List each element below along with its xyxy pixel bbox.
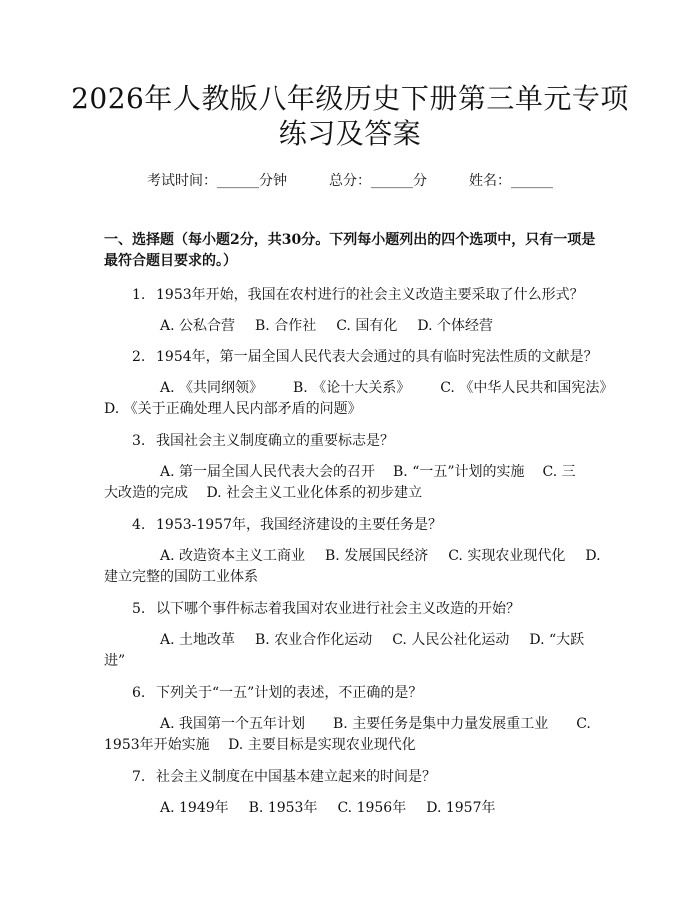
question-6: [132, 682, 422, 702]
question-text: 1953-1957年，我国经济建设的主要任务是？: [156, 517, 442, 533]
option-c: C. 三: [542, 464, 576, 480]
option-d: D.: [585, 548, 601, 564]
option-c: C. 实现农业现代化: [448, 548, 566, 564]
option-c: C. 《中华人民共和国宪法》: [440, 380, 614, 396]
option-a: A. 第一届全国人民代表大会的召开: [160, 464, 376, 480]
option-b: B. “一五”计划的实施: [393, 464, 525, 480]
option-b: B. 发展国民经济: [325, 548, 429, 564]
question-number: 5.: [132, 601, 146, 617]
question-5-options: [160, 629, 584, 649]
question-7: [132, 766, 436, 786]
question-6-options: [160, 713, 591, 733]
section-heading: 一、选择题（每小题2分，共30分。下列每小题列出的四个选项中，只有一项是最符合题目要求的。）: [104, 232, 596, 269]
option-d: D. 个体经营: [417, 318, 493, 334]
option-a: A. 1949年: [160, 800, 229, 816]
question-1-options: [160, 315, 493, 335]
question-4: [132, 514, 442, 534]
question-3-options: [160, 461, 576, 481]
question-number: 1.: [132, 287, 146, 303]
option-b: B. 合作社: [255, 318, 317, 334]
exam-time-label: 考试时间：______分钟: [147, 173, 287, 189]
question-text: 以下哪个事件标志着我国对农业进行社会主义改造的开始？: [156, 601, 520, 617]
exam-info: [0, 170, 700, 190]
question-number: 4.: [132, 517, 146, 533]
question-7-options: [160, 797, 495, 817]
option-c: C. 1956年: [337, 800, 407, 816]
exam-name-label: 姓名：______: [469, 173, 553, 189]
option-a: A. 《共同纲领》: [160, 380, 264, 396]
question-2-options: [160, 377, 613, 397]
option-a: A. 土地改革: [160, 632, 236, 648]
option-b: B. 主要任务是集中力量发展重工业: [333, 716, 549, 732]
option-b: B. 《论十大关系》: [293, 380, 411, 396]
option-d: D. “大跃: [529, 632, 585, 648]
question-2: [132, 346, 598, 366]
question-text: 1953年开始，我国在农村进行的社会主义改造主要采取了什么形式？: [156, 287, 584, 303]
question-1: [132, 284, 584, 304]
document-title-line-1: 2026年人教版八年级历史下册第三单元专项: [71, 82, 629, 115]
option-a: A. 我国第一个五年计划: [160, 716, 306, 732]
question-4-options-continued: 建立完整的国防工业体系: [104, 569, 258, 585]
option-b: B. 农业合作化运动: [255, 632, 373, 648]
option-d: D. 1957年: [426, 800, 496, 816]
question-3-options-continued: 大改造的完成 D. 社会主义工业化体系的初步建立: [104, 485, 423, 501]
option-c: C.: [576, 716, 591, 732]
question-3: [132, 430, 394, 450]
option-a: A. 公私合营: [160, 318, 236, 334]
exam-score-label: 总分：______分: [329, 173, 427, 189]
option-a: A. 改造资本主义工商业: [160, 548, 306, 564]
question-number: 6.: [132, 685, 146, 701]
option-c: C. 人民公社化运动: [392, 632, 510, 648]
question-5: [132, 598, 520, 618]
question-2-options-continued: D. 《关于正确处理人民内部矛盾的问题》: [104, 401, 362, 417]
question-text: 下列关于“一五”计划的表述，不正确的是？: [156, 685, 423, 701]
question-number: 7.: [132, 769, 146, 785]
option-c: C. 国有化: [336, 318, 398, 334]
question-text: 我国社会主义制度确立的重要标志是？: [156, 433, 394, 449]
question-text: 1954年，第一届全国人民代表大会通过的具有临时宪法性质的文献是？: [156, 349, 598, 365]
option-b: B. 1953年: [248, 800, 318, 816]
question-text: 社会主义制度在中国基本建立起来的时间是？: [156, 769, 436, 785]
question-6-options-continued: 1953年开始实施 D. 主要目标是实现农业现代化: [104, 737, 416, 753]
question-5-options-continued: 进”: [104, 653, 126, 669]
question-number: 3.: [132, 433, 146, 449]
question-number: 2.: [132, 349, 146, 365]
document-title-line-2: 练习及答案: [278, 117, 422, 150]
question-4-options: [160, 545, 601, 565]
